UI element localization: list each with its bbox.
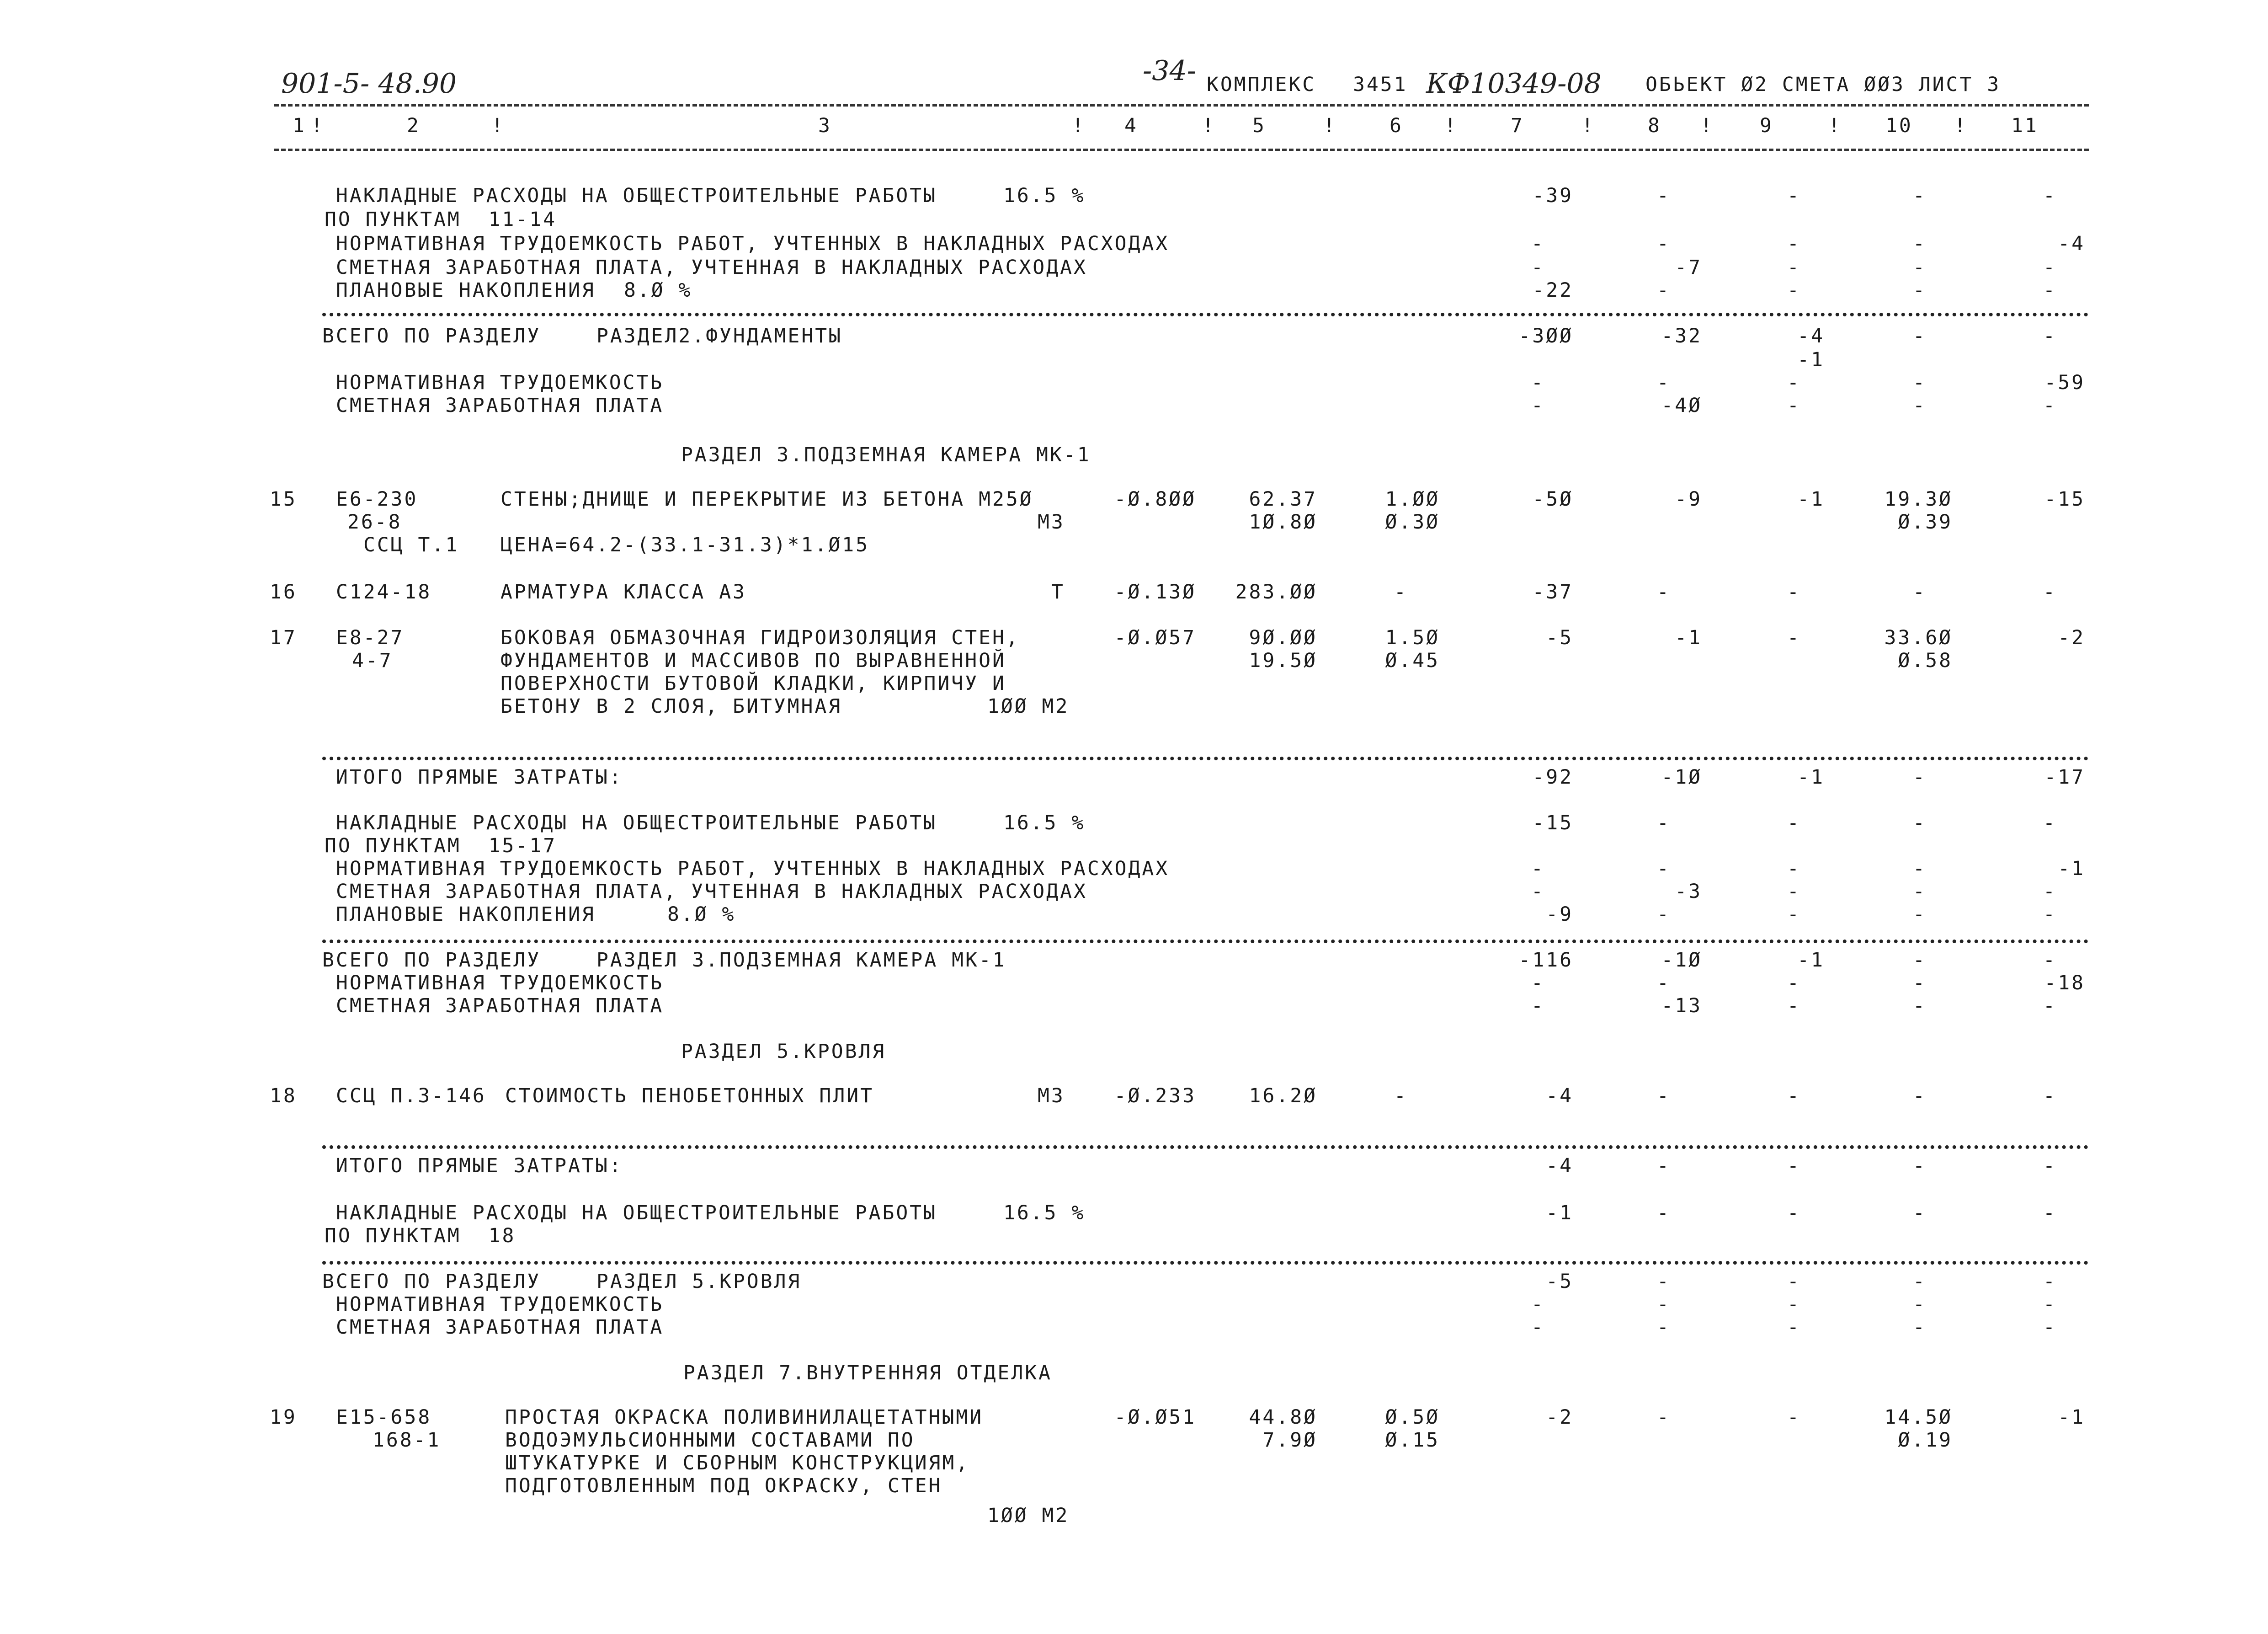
dash-c11: - bbox=[2043, 394, 2057, 417]
row-code-ref: ССЦ Т.1 bbox=[363, 534, 459, 556]
dash-c7: - bbox=[1531, 1316, 1545, 1339]
row-number: 19 bbox=[270, 1406, 297, 1429]
document-code: 901-5- 48.90 bbox=[281, 68, 457, 100]
cell-c7: -116 bbox=[1518, 949, 1573, 972]
dash-c9: - bbox=[1787, 880, 1801, 903]
cell-c9: -1 bbox=[1797, 488, 1825, 511]
planned-label: ПЛАНОВЫЕ НАКОПЛЕНИЯ bbox=[336, 903, 596, 926]
cell-c6: Ø.15 bbox=[1385, 1429, 1440, 1452]
cell-c11: -15 bbox=[2044, 488, 2085, 511]
dash-c11: - bbox=[2043, 184, 2057, 207]
row-price-formula: ЦЕНА=64.2-(33.1-31.3)*1.Ø15 bbox=[500, 534, 869, 556]
dotted-separator bbox=[322, 313, 2089, 316]
norm-label: НОРМАТИВНАЯ ТРУДОЕМКОСТЬ bbox=[336, 972, 664, 994]
dash-c11: - bbox=[2043, 581, 2057, 603]
cell-c8: -32 bbox=[1661, 325, 1702, 347]
dash-c9: - bbox=[1787, 972, 1801, 994]
cell-c11: -59 bbox=[2044, 371, 2085, 394]
dash-c9: - bbox=[1787, 1406, 1801, 1429]
dash-c11: - bbox=[2043, 1084, 2057, 1107]
dash-c8: - bbox=[1657, 232, 1671, 255]
section-title: РАЗДЕЛ 7.ВНУТРЕННЯЯ ОТДЕЛКА bbox=[683, 1362, 1052, 1384]
row-code: ССЦ П.3-146 bbox=[336, 1084, 486, 1107]
dotted-separator bbox=[322, 940, 2089, 943]
row-description: БЕТОНУ В 2 СЛОЯ, БИТУМНАЯ bbox=[500, 695, 842, 718]
cell-c5: 62.37 bbox=[1249, 488, 1317, 511]
col-num-5: 5 bbox=[1252, 114, 1266, 137]
cell-c7: -5 bbox=[1546, 626, 1573, 649]
wage-label: СМЕТНАЯ ЗАРАБОТНАЯ ПЛАТА bbox=[336, 1316, 664, 1339]
dash-c10: - bbox=[1913, 1084, 1927, 1107]
col-num-1: 1 bbox=[293, 114, 306, 137]
cell-c8: -1Ø bbox=[1661, 949, 1702, 972]
dash-c10: - bbox=[1913, 256, 1927, 279]
dash-c7: - bbox=[1531, 256, 1545, 279]
cell-c11: -18 bbox=[2044, 972, 2085, 994]
row-description: СТОИМОСТЬ ПЕНОБЕТОННЫХ ПЛИТ bbox=[505, 1084, 874, 1107]
kompleks-label: КОМПЛЕКС bbox=[1207, 73, 1316, 96]
col-sep: ! bbox=[1581, 114, 1595, 137]
dash-c8: - bbox=[1657, 581, 1671, 603]
row-unit: Т bbox=[1051, 581, 1065, 603]
dash-c10: - bbox=[1913, 857, 1927, 880]
dash-c9: - bbox=[1787, 1316, 1801, 1339]
cell-c7: -92 bbox=[1532, 766, 1573, 789]
cell-c4: -Ø.233 bbox=[1114, 1084, 1196, 1107]
header-top-rule bbox=[274, 104, 2089, 107]
cell-c6: Ø.5Ø bbox=[1385, 1406, 1440, 1429]
dash-c7: - bbox=[1531, 972, 1545, 994]
cell-c6: 1.5Ø bbox=[1385, 626, 1440, 649]
dash-c9: - bbox=[1787, 256, 1801, 279]
cell-c8: -13 bbox=[1661, 994, 1702, 1017]
project-code: КФ10349-08 bbox=[1426, 68, 1602, 100]
overhead-pct: 16.5 % bbox=[1003, 812, 1086, 834]
dash-c10: - bbox=[1913, 279, 1927, 302]
dotted-separator bbox=[322, 1145, 2089, 1149]
col-num-8: 8 bbox=[1648, 114, 1661, 137]
cell-c8: -1Ø bbox=[1661, 766, 1702, 789]
col-sep: ! bbox=[1828, 114, 1842, 137]
row-unit: 1ØØ М2 bbox=[987, 1504, 1070, 1527]
by-items: ПО ПУНКТАМ 15-17 bbox=[325, 834, 557, 857]
page-number: -34- bbox=[1143, 55, 1196, 87]
dash-c8: - bbox=[1657, 972, 1671, 994]
section-title: РАЗДЕЛ 5.КРОВЛЯ bbox=[681, 1040, 886, 1063]
dash-c11: - bbox=[2043, 880, 2057, 903]
dotted-separator bbox=[322, 757, 2089, 760]
cell-c7: -15 bbox=[1532, 812, 1573, 834]
col-num-9: 9 bbox=[1760, 114, 1773, 137]
row-description: ФУНДАМЕНТОВ И МАССИВОВ ПО ВЫРАВНЕННОЙ bbox=[500, 649, 1006, 672]
dash-c9: - bbox=[1787, 626, 1801, 649]
norm-label: НОРМАТИВНАЯ ТРУДОЕМКОСТЬ bbox=[336, 371, 664, 394]
cell-c5: 16.2Ø bbox=[1249, 1084, 1317, 1107]
cell-c10: Ø.19 bbox=[1898, 1429, 1953, 1452]
cell-c7: -39 bbox=[1532, 184, 1573, 207]
row-code-sub: 4-7 bbox=[352, 649, 393, 672]
dash-c10: - bbox=[1913, 394, 1927, 417]
overhead-label: НАКЛАДНЫЕ РАСХОДЫ НА ОБЩЕСТРОИТЕЛЬНЫЕ РАБОТЫ bbox=[336, 1201, 937, 1224]
cell-c7: -5 bbox=[1546, 1270, 1573, 1293]
dash-c10: - bbox=[1913, 812, 1927, 834]
cell-c11: -1 bbox=[2058, 857, 2085, 880]
cell-c11: -2 bbox=[2058, 626, 2085, 649]
dash-c9: - bbox=[1787, 394, 1801, 417]
cell-c10: Ø.39 bbox=[1898, 511, 1953, 534]
section-total-label: ВСЕГО ПО РАЗДЕЛУ bbox=[322, 325, 541, 347]
cell-c7: -2 bbox=[1546, 1406, 1573, 1429]
dash-c10: - bbox=[1913, 880, 1927, 903]
row-number: 17 bbox=[270, 626, 297, 649]
dash-c10: - bbox=[1913, 949, 1927, 972]
dash-c9: - bbox=[1787, 994, 1801, 1017]
col-sep: ! bbox=[311, 114, 325, 137]
row-code-sub: 168-1 bbox=[373, 1429, 441, 1452]
col-sep: ! bbox=[1072, 114, 1086, 137]
dash-c8: - bbox=[1657, 1084, 1671, 1107]
col-num-10: 10 bbox=[1885, 114, 1913, 137]
col-sep: ! bbox=[1700, 114, 1714, 137]
dash-c9: - bbox=[1787, 1084, 1801, 1107]
cell-c7: -22 bbox=[1532, 279, 1573, 302]
dash-c9: - bbox=[1787, 184, 1801, 207]
dash-c8: - bbox=[1657, 1154, 1671, 1177]
dash-c11: - bbox=[2043, 1293, 2057, 1316]
by-items: ПО ПУНКТАМ 11-14 bbox=[325, 208, 557, 231]
dash-c11: - bbox=[2043, 1270, 2057, 1293]
cell-c9: -4 bbox=[1797, 325, 1825, 347]
header-bottom-rule bbox=[274, 149, 2089, 151]
col-sep: ! bbox=[491, 114, 505, 137]
dash-c10: - bbox=[1913, 1201, 1927, 1224]
planned-pct: 8.Ø % bbox=[667, 903, 736, 926]
dash-c10: - bbox=[1913, 184, 1927, 207]
cell-c8: -1 bbox=[1675, 626, 1702, 649]
col-sep: ! bbox=[1444, 114, 1458, 137]
row-code: Е6-230 bbox=[336, 488, 418, 511]
direct-costs-label: ИТОГО ПРЯМЫЕ ЗАТРАТЫ: bbox=[336, 766, 623, 789]
dash-c9: - bbox=[1787, 279, 1801, 302]
row-code-sub: 26-8 bbox=[347, 511, 402, 534]
direct-costs-label: ИТОГО ПРЯМЫЕ ЗАТРАТЫ: bbox=[336, 1154, 623, 1177]
wage-label: СМЕТНАЯ ЗАРАБОТНАЯ ПЛАТА, УЧТЕННАЯ В НАКЛАДНЫХ РАСХОДАХ bbox=[336, 880, 1087, 903]
overhead-label: НАКЛАДНЫЕ РАСХОДЫ НА ОБЩЕСТРОИТЕЛЬНЫЕ РАБОТЫ bbox=[336, 184, 937, 207]
dash-c10: - bbox=[1913, 1154, 1927, 1177]
row-number: 16 bbox=[270, 581, 297, 603]
cell-c7: -9 bbox=[1546, 903, 1573, 926]
dash-c10: - bbox=[1913, 903, 1927, 926]
dash-c10: - bbox=[1913, 581, 1927, 603]
dash-c8: - bbox=[1657, 1316, 1671, 1339]
wage-label: СМЕТНАЯ ЗАРАБОТНАЯ ПЛАТА, УЧТЕННАЯ В НАКЛАДНЫХ РАСХОДАХ bbox=[336, 256, 1087, 279]
cell-c7: -5Ø bbox=[1532, 488, 1573, 511]
row-code: Е15-658 bbox=[336, 1406, 432, 1429]
col-num-3: 3 bbox=[818, 114, 832, 137]
norm-labor-label: НОРМАТИВНАЯ ТРУДОЕМКОСТЬ РАБОТ, УЧТЕННЫХ В НАКЛАДНЫХ РАСХОДАХ bbox=[336, 232, 1170, 255]
dash-c8: - bbox=[1657, 279, 1671, 302]
dash-c9: - bbox=[1787, 1201, 1801, 1224]
dash-c11: - bbox=[2043, 325, 2057, 347]
dash-c9: - bbox=[1787, 232, 1801, 255]
dash-c8: - bbox=[1657, 1201, 1671, 1224]
cell-c7: -3ØØ bbox=[1518, 325, 1573, 347]
cell-c8: -4Ø bbox=[1661, 394, 1702, 417]
norm-label: НОРМАТИВНАЯ ТРУДОЕМКОСТЬ bbox=[336, 1293, 664, 1316]
dash-c9: - bbox=[1787, 371, 1801, 394]
section-title: РАЗДЕЛ 3.ПОДЗЕМНАЯ КАМЕРА МК-1 bbox=[681, 443, 1091, 466]
row-description: ВОДОЭМУЛЬСИОННЫМИ СОСТАВАМИ ПО bbox=[505, 1429, 915, 1452]
cell-c8: -9 bbox=[1675, 488, 1702, 511]
section-total-name: РАЗДЕЛ2.ФУНДАМЕНТЫ bbox=[596, 325, 842, 347]
cell-c7: -4 bbox=[1546, 1084, 1573, 1107]
cell-c7: -1 bbox=[1546, 1201, 1573, 1224]
row-description: БОКОВАЯ ОБМАЗОЧНАЯ ГИДРОИЗОЛЯЦИЯ СТЕН, bbox=[500, 626, 1020, 649]
object-label: ОБЬЕКТ Ø2 СМЕТА ØØ3 ЛИСТ 3 bbox=[1645, 73, 2001, 96]
cell-c5: 7.9Ø bbox=[1262, 1429, 1317, 1452]
cell-c9: -1 bbox=[1797, 766, 1825, 789]
dash-c11: - bbox=[2043, 279, 2057, 302]
col-num-6: 6 bbox=[1390, 114, 1403, 137]
planned-label: ПЛАНОВЫЕ НАКОПЛЕНИЯ bbox=[336, 279, 596, 302]
dash-c11: - bbox=[2043, 994, 2057, 1017]
dash-c10: - bbox=[1913, 1270, 1927, 1293]
dash-c9: - bbox=[1787, 1154, 1801, 1177]
dash-c10: - bbox=[1913, 371, 1927, 394]
dash-c9: - bbox=[1787, 857, 1801, 880]
row-description: ШТУКАТУРКЕ И СБОРНЫМ КОНСТРУКЦИЯМ, bbox=[505, 1452, 970, 1474]
dash-c6: - bbox=[1394, 581, 1408, 603]
row-description: ПОВЕРХНОСТИ БУТОВОЙ КЛАДКИ, КИРПИЧУ И bbox=[500, 672, 1006, 695]
dash-c11: - bbox=[2043, 1154, 2057, 1177]
dash-c10: - bbox=[1913, 994, 1927, 1017]
dash-c8: - bbox=[1657, 903, 1671, 926]
cell-c5: 283.ØØ bbox=[1235, 581, 1317, 603]
dash-c9: - bbox=[1787, 1270, 1801, 1293]
norm-labor-label: НОРМАТИВНАЯ ТРУДОЕМКОСТЬ РАБОТ, УЧТЕННЫХ В НАКЛАДНЫХ РАСХОДАХ bbox=[336, 857, 1170, 880]
row-description: ПРОСТАЯ ОКРАСКА ПОЛИВИНИЛАЦЕТАТНЫМИ bbox=[505, 1406, 984, 1429]
section-total-name: РАЗДЕЛ 3.ПОДЗЕМНАЯ КАМЕРА МК-1 bbox=[596, 949, 1006, 972]
col-num-4: 4 bbox=[1124, 114, 1138, 137]
cell-c7: -4 bbox=[1546, 1154, 1573, 1177]
cell-c11: -1 bbox=[2058, 1406, 2085, 1429]
dash-c8: - bbox=[1657, 1406, 1671, 1429]
cell-c11: -17 bbox=[2044, 766, 2085, 789]
row-unit: 1ØØ М2 bbox=[987, 695, 1070, 718]
kompleks-number: 3451 bbox=[1353, 73, 1408, 96]
cell-c5: 44.8Ø bbox=[1249, 1406, 1317, 1429]
cell-c4: -Ø.Ø51 bbox=[1114, 1406, 1196, 1429]
planned-pct: 8.Ø % bbox=[624, 279, 692, 302]
dash-c8: - bbox=[1657, 1270, 1671, 1293]
col-sep: ! bbox=[1202, 114, 1216, 137]
by-items: ПО ПУНКТАМ 18 bbox=[325, 1224, 516, 1247]
dash-c9: - bbox=[1787, 581, 1801, 603]
dash-c7: - bbox=[1531, 880, 1545, 903]
col-num-2: 2 bbox=[407, 114, 421, 137]
dash-c7: - bbox=[1531, 994, 1545, 1017]
dotted-separator bbox=[322, 1261, 2089, 1265]
dash-c10: - bbox=[1913, 1293, 1927, 1316]
dash-c7: - bbox=[1531, 232, 1545, 255]
dash-c10: - bbox=[1913, 325, 1927, 347]
cell-c5: 1Ø.8Ø bbox=[1249, 511, 1317, 534]
dash-c8: - bbox=[1657, 1293, 1671, 1316]
cell-c10: 33.6Ø bbox=[1884, 626, 1953, 649]
dash-c11: - bbox=[2043, 1316, 2057, 1339]
dash-c7: - bbox=[1531, 371, 1545, 394]
row-number: 15 bbox=[270, 488, 297, 511]
cell-c9: -1 bbox=[1797, 348, 1825, 371]
dash-c11: - bbox=[2043, 256, 2057, 279]
section-total-label: ВСЕГО ПО РАЗДЕЛУ bbox=[322, 949, 541, 972]
col-num-7: 7 bbox=[1511, 114, 1524, 137]
dash-c11: - bbox=[2043, 903, 2057, 926]
cell-c7: -37 bbox=[1532, 581, 1573, 603]
dash-c10: - bbox=[1913, 972, 1927, 994]
overhead-pct: 16.5 % bbox=[1003, 1201, 1086, 1224]
cell-c8: -3 bbox=[1675, 880, 1702, 903]
cell-c8: -7 bbox=[1675, 256, 1702, 279]
dash-c7: - bbox=[1531, 857, 1545, 880]
cell-c6: Ø.3Ø bbox=[1385, 511, 1440, 534]
cell-c5: 9Ø.ØØ bbox=[1249, 626, 1317, 649]
row-number: 18 bbox=[270, 1084, 297, 1107]
cell-c4: -Ø.13Ø bbox=[1114, 581, 1196, 603]
dash-c8: - bbox=[1657, 857, 1671, 880]
dash-c6: - bbox=[1394, 1084, 1408, 1107]
col-num-11: 11 bbox=[2011, 114, 2039, 137]
dash-c9: - bbox=[1787, 903, 1801, 926]
row-code: С124-18 bbox=[336, 581, 432, 603]
dash-c8: - bbox=[1657, 371, 1671, 394]
dash-c11: - bbox=[2043, 812, 2057, 834]
dash-c9: - bbox=[1787, 1293, 1801, 1316]
overhead-label: НАКЛАДНЫЕ РАСХОДЫ НА ОБЩЕСТРОИТЕЛЬНЫЕ РАБОТЫ bbox=[336, 812, 937, 834]
dash-c7: - bbox=[1531, 394, 1545, 417]
row-description: СТЕНЫ;ДНИЩЕ И ПЕРЕКРЫТИЕ ИЗ БЕТОНА М25Ø bbox=[500, 488, 1033, 511]
dash-c10: - bbox=[1913, 1316, 1927, 1339]
cell-c4: -Ø.Ø57 bbox=[1114, 626, 1196, 649]
dash-c10: - bbox=[1913, 232, 1927, 255]
dash-c8: - bbox=[1657, 184, 1671, 207]
row-description: АРМАТУРА КЛАССА А3 bbox=[500, 581, 746, 603]
dash-c8: - bbox=[1657, 812, 1671, 834]
cell-c10: 14.5Ø bbox=[1884, 1406, 1953, 1429]
dash-c11: - bbox=[2043, 1201, 2057, 1224]
row-description: ПОДГОТОВЛЕННЫМ ПОД ОКРАСКУ, СТЕН bbox=[505, 1474, 942, 1497]
cell-c6: 1.ØØ bbox=[1385, 488, 1440, 511]
row-code: Е8-27 bbox=[336, 626, 405, 649]
wage-label: СМЕТНАЯ ЗАРАБОТНАЯ ПЛАТА bbox=[336, 994, 664, 1017]
cell-c4: -Ø.8ØØ bbox=[1114, 488, 1196, 511]
col-sep: ! bbox=[1323, 114, 1337, 137]
cell-c9: -1 bbox=[1797, 949, 1825, 972]
dash-c11: - bbox=[2043, 949, 2057, 972]
cell-c5: 19.5Ø bbox=[1249, 649, 1317, 672]
cell-c11: -4 bbox=[2058, 232, 2085, 255]
dash-c10: - bbox=[1913, 766, 1927, 789]
cell-c10: Ø.58 bbox=[1898, 649, 1953, 672]
overhead-pct: 16.5 % bbox=[1003, 184, 1086, 207]
cell-c10: 19.3Ø bbox=[1884, 488, 1953, 511]
dash-c7: - bbox=[1531, 1293, 1545, 1316]
wage-label: СМЕТНАЯ ЗАРАБОТНАЯ ПЛАТА bbox=[336, 394, 664, 417]
cell-c6: Ø.45 bbox=[1385, 649, 1440, 672]
col-sep: ! bbox=[1954, 114, 1968, 137]
row-unit: М3 bbox=[1038, 1084, 1065, 1107]
row-unit: М3 bbox=[1038, 511, 1065, 534]
section-total-name: РАЗДЕЛ 5.КРОВЛЯ bbox=[596, 1270, 802, 1293]
section-total-label: ВСЕГО ПО РАЗДЕЛУ bbox=[322, 1270, 541, 1293]
dash-c9: - bbox=[1787, 812, 1801, 834]
